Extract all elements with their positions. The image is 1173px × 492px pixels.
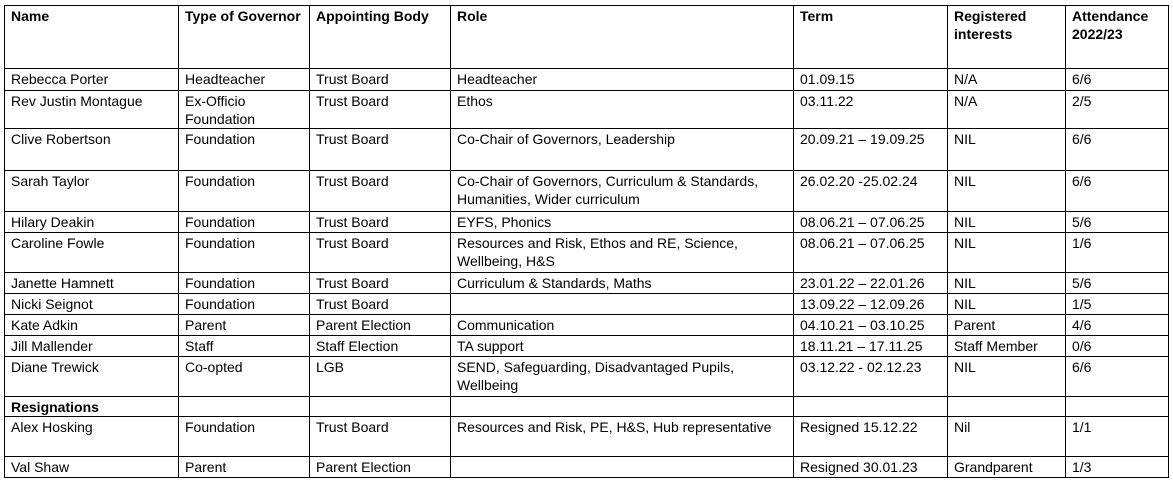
table-row — [5, 294, 1169, 315]
cell-role: Curriculum & Standards, Maths — [451, 273, 794, 294]
header-term: Term — [794, 6, 948, 69]
cell-type: Parent — [179, 315, 310, 336]
cell-type: Ex-Officio Foundation — [179, 91, 310, 129]
table-row — [5, 357, 1169, 397]
cell-appointing-body: Trust Board — [310, 417, 451, 457]
table-row — [5, 457, 1169, 478]
table-row — [5, 91, 1169, 129]
cell-name: Janette Hamnett — [5, 273, 179, 294]
cell-name: Jill Mallender — [5, 336, 179, 357]
cell-appointing-body: Staff Election — [310, 336, 451, 357]
cell-name: Rev Justin Montague — [5, 91, 179, 129]
cell-appointing-body: Parent Election — [310, 315, 451, 336]
cell-appointing-body: Trust Board — [310, 233, 451, 273]
header-appointing-body: Appointing Body — [310, 6, 451, 69]
cell-type: Foundation — [179, 129, 310, 171]
cell-appointing-body: Parent Election — [310, 457, 451, 478]
cell-role: Ethos — [451, 91, 794, 129]
cell-type: Staff — [179, 336, 310, 357]
cell-attendance: 6/6 — [1066, 129, 1169, 171]
cell-name: Diane Trewick — [5, 357, 179, 397]
cell-term: 23.01.22 – 22.01.26 — [794, 273, 948, 294]
cell-role: EYFS, Phonics — [451, 212, 794, 233]
table-row — [5, 417, 1169, 457]
cell-registered-interests: N/A — [948, 91, 1066, 129]
resignations-heading: Resignations — [5, 397, 179, 417]
empty-cell — [794, 397, 948, 417]
cell-role: Communication — [451, 315, 794, 336]
cell-registered-interests: NIL — [948, 212, 1066, 233]
cell-term: 08.06.21 – 07.06.25 — [794, 212, 948, 233]
table-row — [5, 233, 1169, 273]
cell-attendance: 6/6 — [1066, 357, 1169, 397]
cell-attendance: 6/6 — [1066, 69, 1169, 91]
cell-type: Parent — [179, 457, 310, 478]
cell-type: Foundation — [179, 273, 310, 294]
cell-name: Nicki Seignot — [5, 294, 179, 315]
table-row — [5, 315, 1169, 336]
cell-attendance: 2/5 — [1066, 91, 1169, 129]
empty-cell — [310, 397, 451, 417]
cell-term: 26.02.20 -25.02.24 — [794, 171, 948, 212]
cell-role — [451, 294, 794, 315]
cell-registered-interests: NIL — [948, 357, 1066, 397]
cell-appointing-body: Trust Board — [310, 212, 451, 233]
governors-body — [5, 69, 1169, 397]
cell-attendance: 1/5 — [1066, 294, 1169, 315]
cell-type: Headteacher — [179, 69, 310, 91]
table-header-row — [5, 6, 1169, 69]
table-row — [5, 129, 1169, 171]
cell-name: Hilary Deakin — [5, 212, 179, 233]
cell-appointing-body: Trust Board — [310, 129, 451, 171]
cell-registered-interests: NIL — [948, 171, 1066, 212]
cell-registered-interests: Staff Member — [948, 336, 1066, 357]
cell-term: Resigned 30.01.23 — [794, 457, 948, 478]
cell-name: Clive Robertson — [5, 129, 179, 171]
resignations-heading-row — [5, 397, 1169, 417]
empty-cell — [179, 397, 310, 417]
table-row — [5, 273, 1169, 294]
cell-term: 01.09.15 — [794, 69, 948, 91]
header-attendance: Attendance 2022/23 — [1066, 6, 1169, 69]
cell-appointing-body: Trust Board — [310, 91, 451, 129]
cell-name: Val Shaw — [5, 457, 179, 478]
cell-term: 18.11.21 – 17.11.25 — [794, 336, 948, 357]
table-row — [5, 212, 1169, 233]
table-row — [5, 336, 1169, 357]
header-registered-interests: Registered interests — [948, 6, 1066, 69]
cell-appointing-body: Trust Board — [310, 294, 451, 315]
table-row — [5, 69, 1169, 91]
cell-name: Rebecca Porter — [5, 69, 179, 91]
cell-role: SEND, Safeguarding, Disadvantaged Pupils, Wellbeing — [451, 357, 794, 397]
empty-cell — [451, 397, 794, 417]
cell-role: Resources and Risk, Ethos and RE, Science, Wellbeing, H&S — [451, 233, 794, 273]
cell-registered-interests: NIL — [948, 129, 1066, 171]
header-name: Name — [5, 6, 179, 69]
empty-cell — [1066, 397, 1169, 417]
cell-type: Foundation — [179, 294, 310, 315]
cell-attendance: 6/6 — [1066, 171, 1169, 212]
cell-term: 03.11.22 — [794, 91, 948, 129]
cell-attendance: 0/6 — [1066, 336, 1169, 357]
cell-name: Kate Adkin — [5, 315, 179, 336]
cell-attendance: 1/3 — [1066, 457, 1169, 478]
cell-type: Foundation — [179, 233, 310, 273]
cell-registered-interests: Nil — [948, 417, 1066, 457]
header-role: Role — [451, 6, 794, 69]
cell-role: Headteacher — [451, 69, 794, 91]
cell-registered-interests: NIL — [948, 233, 1066, 273]
governors-table — [4, 5, 1169, 478]
cell-appointing-body: LGB — [310, 357, 451, 397]
cell-term: 04.10.21 – 03.10.25 — [794, 315, 948, 336]
cell-attendance: 1/1 — [1066, 417, 1169, 457]
cell-term: 13.09.22 – 12.09.26 — [794, 294, 948, 315]
cell-name: Alex Hosking — [5, 417, 179, 457]
cell-appointing-body: Trust Board — [310, 69, 451, 91]
cell-role: Co-Chair of Governors, Curriculum & Standards, Humanities, Wider curriculum — [451, 171, 794, 212]
cell-type: Foundation — [179, 212, 310, 233]
cell-registered-interests: N/A — [948, 69, 1066, 91]
cell-registered-interests: NIL — [948, 294, 1066, 315]
cell-term: 20.09.21 – 19.09.25 — [794, 129, 948, 171]
cell-term: Resigned 15.12.22 — [794, 417, 948, 457]
cell-role: TA support — [451, 336, 794, 357]
header-type: Type of Governor — [179, 6, 310, 69]
cell-role — [451, 457, 794, 478]
cell-type: Co-opted — [179, 357, 310, 397]
cell-attendance: 5/6 — [1066, 273, 1169, 294]
cell-attendance: 5/6 — [1066, 212, 1169, 233]
cell-type: Foundation — [179, 417, 310, 457]
cell-name: Sarah Taylor — [5, 171, 179, 212]
cell-appointing-body: Trust Board — [310, 171, 451, 212]
cell-attendance: 1/6 — [1066, 233, 1169, 273]
cell-role: Co-Chair of Governors, Leadership — [451, 129, 794, 171]
table-row — [5, 171, 1169, 212]
cell-registered-interests: Parent — [948, 315, 1066, 336]
cell-name: Caroline Fowle — [5, 233, 179, 273]
empty-cell — [948, 397, 1066, 417]
cell-registered-interests: NIL — [948, 273, 1066, 294]
cell-role: Resources and Risk, PE, H&S, Hub representative — [451, 417, 794, 457]
cell-term: 03.12.22 - 02.12.23 — [794, 357, 948, 397]
cell-registered-interests: Grandparent — [948, 457, 1066, 478]
cell-term: 08.06.21 – 07.06.25 — [794, 233, 948, 273]
cell-attendance: 4/6 — [1066, 315, 1169, 336]
cell-appointing-body: Trust Board — [310, 273, 451, 294]
resignations-body — [5, 417, 1169, 478]
cell-type: Foundation — [179, 171, 310, 212]
